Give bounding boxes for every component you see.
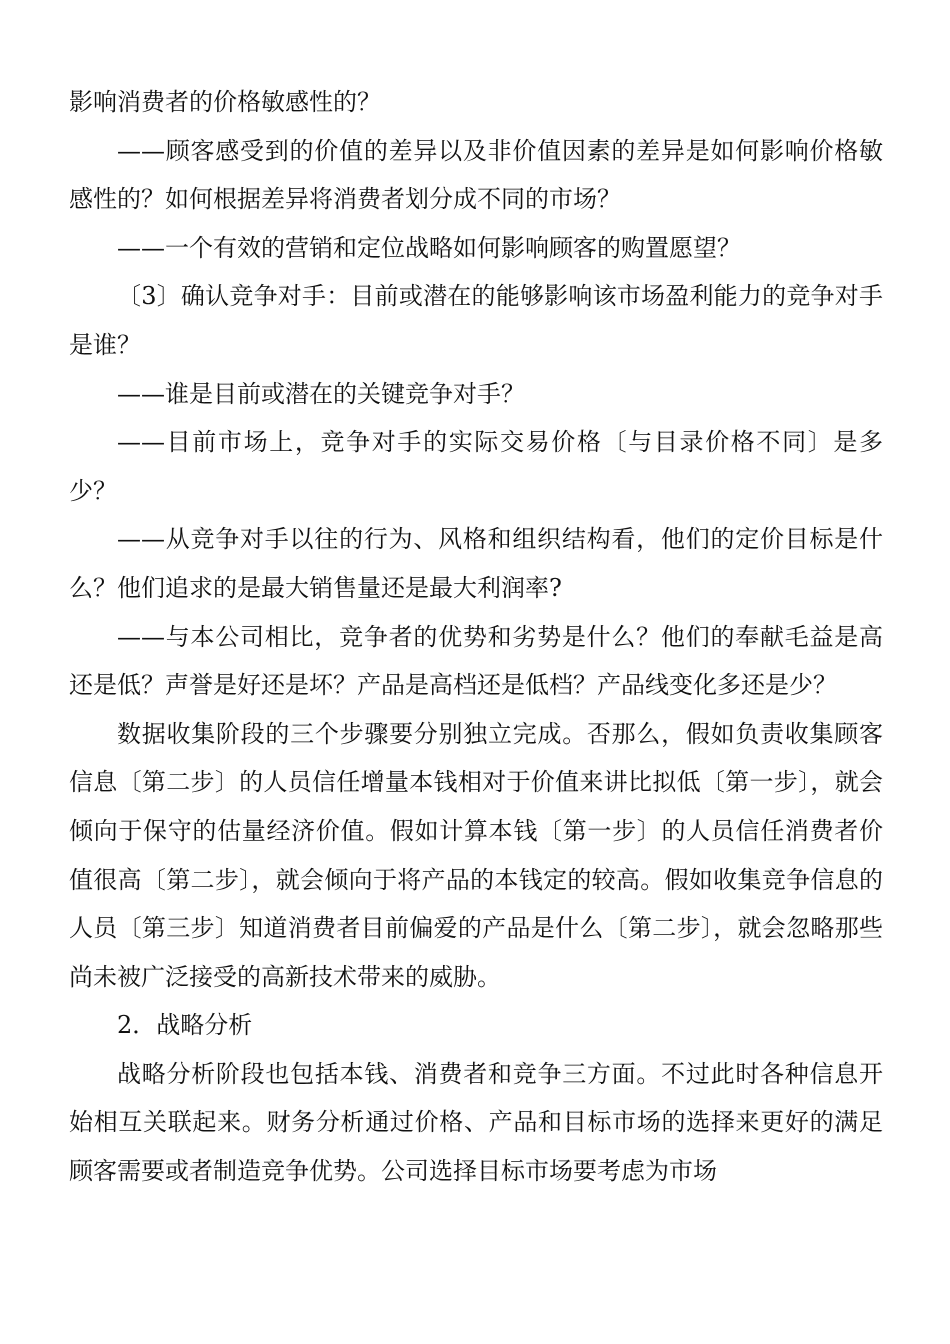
paragraph-3: ——一个有效的营销和定位战略如何影响顾客的购置愿望？ — [117, 233, 741, 262]
paragraph-7: ——从竞争对手以往的行为、风格和组织结构看，他们的定价目标是什么？他们追求的是最大销售量还是最大利润率? — [69, 525, 883, 602]
paragraph-1: 影响消费者的价格敏感性的？ — [69, 88, 381, 116]
paragraph-4: 〔3〕确认竞争对手：目前或潜在的能够影响该市场盈利能力的竞争对手是谁？ — [69, 282, 883, 359]
paragraph-5: ——谁是目前或潜在的关键竞争对手？ — [117, 379, 525, 408]
paragraph-6: ——目前市场上，竞争对手的实际交易价格〔与目录价格不同〕是多少？ — [69, 428, 883, 505]
document-page — [69, 78, 883, 1196]
paragraph-9: 数据收集阶段的三个步骤要分别独立完成。否那么，假如负责收集顾客信息〔第二步〕的人员信任增量本钱相对于价值来讲比拟低〔第一步〕，就会倾向于保守的估量经济价值。假如计算本钱〔第一步〕的人员信任消费者价值很高〔第二步〕，就会倾向于将产品的本钱定的较高。假如收集竞争信息的人员〔第三步〕知道消费者目前偏爱的产品是什么〔第二步〕，就会忽略那些尚未被广泛接受的高新技术带来的威胁。 — [69, 719, 883, 991]
section-heading: 2．战略分析 — [117, 1011, 253, 1040]
paragraph-8: ——与本公司相比，竞争者的优势和劣势是什么？他们的奉献毛益是高还是低？声誉是好还是坏？产品是高档还是低档？产品线变化多还是少？ — [69, 622, 883, 700]
paragraph-10: 战略分析阶段也包括本钱、消费者和竞争三方面。不过此时各种信息开始相互关联起来。财务分析通过价格、产品和目标市场的选择来更好的满足顾客需要或者制造竞争优势。公司选择目标市场要考虑为市场 — [69, 1059, 883, 1186]
paragraph-2: ——顾客感受到的价值的差异以及非价值因素的差异是如何影响价格敏感性的？如何根据差异将消费者划分成不同的市场？ — [69, 136, 883, 214]
